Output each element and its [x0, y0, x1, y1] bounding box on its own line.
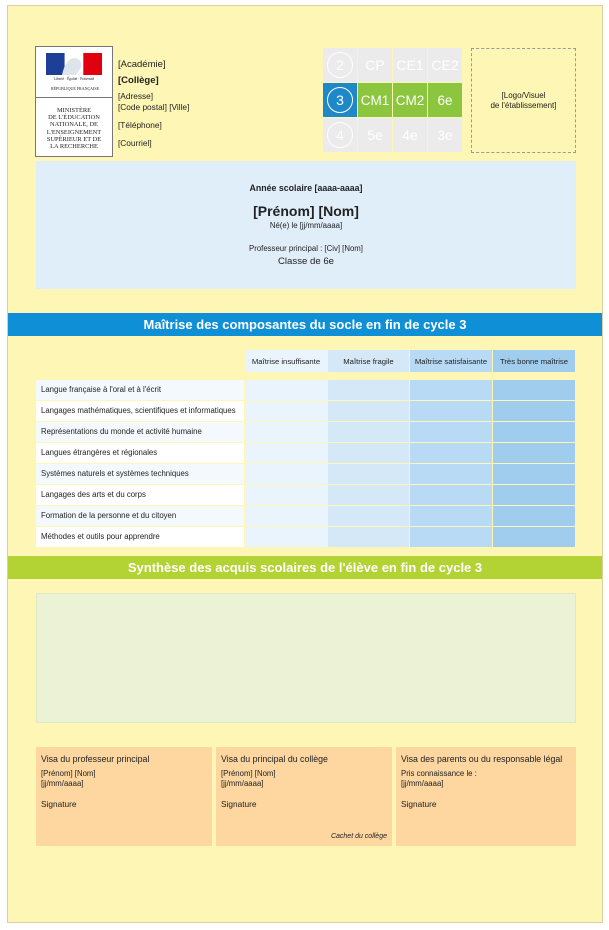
- cell-insufficient[interactable]: [245, 401, 327, 421]
- visa-title: Visa des parents ou du responsable légal: [401, 754, 563, 764]
- cell-satisfactory[interactable]: [410, 464, 492, 484]
- row-label: Systèmes naturels et systèmes techniques: [36, 464, 244, 484]
- cell-fragile[interactable]: [328, 443, 409, 463]
- academie-field: [Académie]: [118, 59, 166, 70]
- cycle-grid: [323, 48, 463, 153]
- ministry-name: MINISTÈRE DE L'ÉDUCATION NATIONALE, DE L'ENSEIGNEMENT SUPÉRIEUR ET DE LA RECHERCHE: [46, 107, 102, 151]
- visa-name: [Prénom] [Nom]: [41, 769, 96, 778]
- level-5e-cell: 5e: [358, 118, 392, 152]
- cell-insufficient[interactable]: [245, 422, 327, 442]
- cell-satisfactory[interactable]: [410, 506, 492, 526]
- school-info: [118, 59, 318, 149]
- visa-acknowledged: Pris connaissance le :: [401, 769, 477, 778]
- cell-fragile[interactable]: [328, 380, 409, 400]
- visa-parents: [396, 747, 576, 846]
- email-field: [Courriel]: [118, 138, 152, 148]
- marianne-flag-icon: [46, 53, 102, 81]
- table-row: [36, 422, 576, 443]
- class-label: Classe de 6e: [278, 256, 334, 267]
- visa-principal: [216, 747, 392, 846]
- visa-title: Visa du principal du collège: [221, 754, 328, 764]
- level-ce2-cell: CE2: [428, 48, 462, 82]
- table-row: [36, 401, 576, 422]
- visa-date: [jj/mm/aaaa]: [41, 779, 84, 788]
- cell-insufficient[interactable]: [245, 527, 327, 547]
- socle-section-title: Maîtrise des composantes du socle en fin de cycle 3: [8, 313, 602, 336]
- cell-very-good[interactable]: [493, 506, 575, 526]
- table-header: [36, 350, 576, 372]
- school-logo-placeholder: [Logo/Visuel de l'établissement]: [471, 48, 576, 153]
- visa-signature[interactable]: Signature: [41, 799, 77, 809]
- cell-insufficient[interactable]: [245, 485, 327, 505]
- main-teacher: Professeur principal : [Civ] [Nom]: [249, 244, 363, 253]
- table-row: [36, 380, 576, 401]
- cell-insufficient[interactable]: [245, 443, 327, 463]
- birth-date: Né(e) le [jj/mm/aaaa]: [269, 221, 343, 230]
- level-4e-cell: 4e: [393, 118, 427, 152]
- col-fragile: Maîtrise fragile: [328, 350, 409, 372]
- cell-very-good[interactable]: [493, 401, 575, 421]
- cell-fragile[interactable]: [328, 527, 409, 547]
- row-label: Formation de la personne et du citoyen: [36, 506, 244, 526]
- cell-very-good[interactable]: [493, 422, 575, 442]
- level-cm2-cell: CM2: [393, 83, 427, 117]
- row-label: Méthodes et outils pour apprendre: [36, 527, 244, 547]
- visa-signature[interactable]: Signature: [401, 799, 437, 809]
- cycle-3-cell: 3: [323, 83, 357, 117]
- cell-satisfactory[interactable]: [410, 485, 492, 505]
- cell-very-good[interactable]: [493, 443, 575, 463]
- level-cp-cell: CP: [358, 48, 392, 82]
- competencies-table: [36, 350, 576, 548]
- table-row: [36, 506, 576, 527]
- cell-very-good[interactable]: [493, 380, 575, 400]
- cell-fragile[interactable]: [328, 506, 409, 526]
- col-insufficient: Maîtrise insuffisante: [245, 350, 327, 372]
- cell-satisfactory[interactable]: [410, 443, 492, 463]
- visa-date: [jj/mm/aaaa]: [221, 779, 264, 788]
- level-ce1-cell: CE1: [393, 48, 427, 82]
- cell-insufficient[interactable]: [245, 506, 327, 526]
- row-label: Langages des arts et du corps: [36, 485, 244, 505]
- school-year: Année scolaire [aaaa-aaaa]: [249, 183, 363, 193]
- phone-field: [Téléphone]: [118, 120, 162, 130]
- row-label: Langue française à l'oral et à l'écrit: [36, 380, 244, 400]
- row-label: Représentations du monde et activité humaine: [36, 422, 244, 442]
- city-field: [Code postal] [Ville]: [118, 102, 190, 112]
- cell-fragile[interactable]: [328, 485, 409, 505]
- svg-text:Liberté · Égalité · Fraternité: Liberté · Égalité · Fraternité: [53, 77, 95, 81]
- level-3e-cell: 3e: [428, 118, 462, 152]
- report-page: [7, 5, 603, 923]
- cycle-4-cell: 4: [323, 118, 357, 152]
- row-label: Langues étrangères et régionales: [36, 443, 244, 463]
- cell-fragile[interactable]: [328, 401, 409, 421]
- visa-date: [jj/mm/aaaa]: [401, 779, 444, 788]
- school-stamp-label: Cachet du collège: [330, 833, 387, 840]
- student-name: [Prénom] [Nom]: [253, 203, 359, 219]
- visa-name: [Prénom] [Nom]: [221, 769, 276, 778]
- student-identity: [36, 161, 576, 289]
- level-6e-cell: 6e: [428, 83, 462, 117]
- table-row: [36, 443, 576, 464]
- visa-main-teacher: [36, 747, 212, 846]
- cell-satisfactory[interactable]: [410, 527, 492, 547]
- cell-very-good[interactable]: [493, 464, 575, 484]
- cell-very-good[interactable]: [493, 527, 575, 547]
- cell-satisfactory[interactable]: [410, 380, 492, 400]
- cell-satisfactory[interactable]: [410, 401, 492, 421]
- col-satisfactory: Maîtrise satisfaisante: [410, 350, 492, 372]
- table-row: [36, 464, 576, 485]
- cell-satisfactory[interactable]: [410, 422, 492, 442]
- cell-fragile[interactable]: [328, 464, 409, 484]
- college-field: [Collège]: [118, 75, 159, 86]
- table-row: [36, 485, 576, 506]
- republic-label: RÉPUBLIQUE FRANÇAISE: [50, 86, 100, 91]
- cycle-2-cell: 2: [323, 48, 357, 82]
- level-cm1-cell: CM1: [358, 83, 392, 117]
- cell-insufficient[interactable]: [245, 464, 327, 484]
- table-row: [36, 527, 576, 548]
- visa-signature[interactable]: Signature: [221, 799, 257, 809]
- row-label: Langages mathématiques, scientifiques et informatiques: [36, 401, 244, 421]
- col-very-good: Très bonne maîtrise: [493, 350, 575, 372]
- synthese-section-title: Synthèse des acquis scolaires de l'élève en fin de cycle 3: [8, 556, 602, 579]
- synthesis-textarea[interactable]: [36, 593, 576, 723]
- cell-fragile[interactable]: [328, 422, 409, 442]
- cell-insufficient[interactable]: [245, 380, 327, 400]
- cell-very-good[interactable]: [493, 485, 575, 505]
- visa-title: Visa du professeur principal: [41, 754, 150, 764]
- ministry-logo: [35, 46, 113, 157]
- address-field: [Adresse]: [118, 91, 154, 101]
